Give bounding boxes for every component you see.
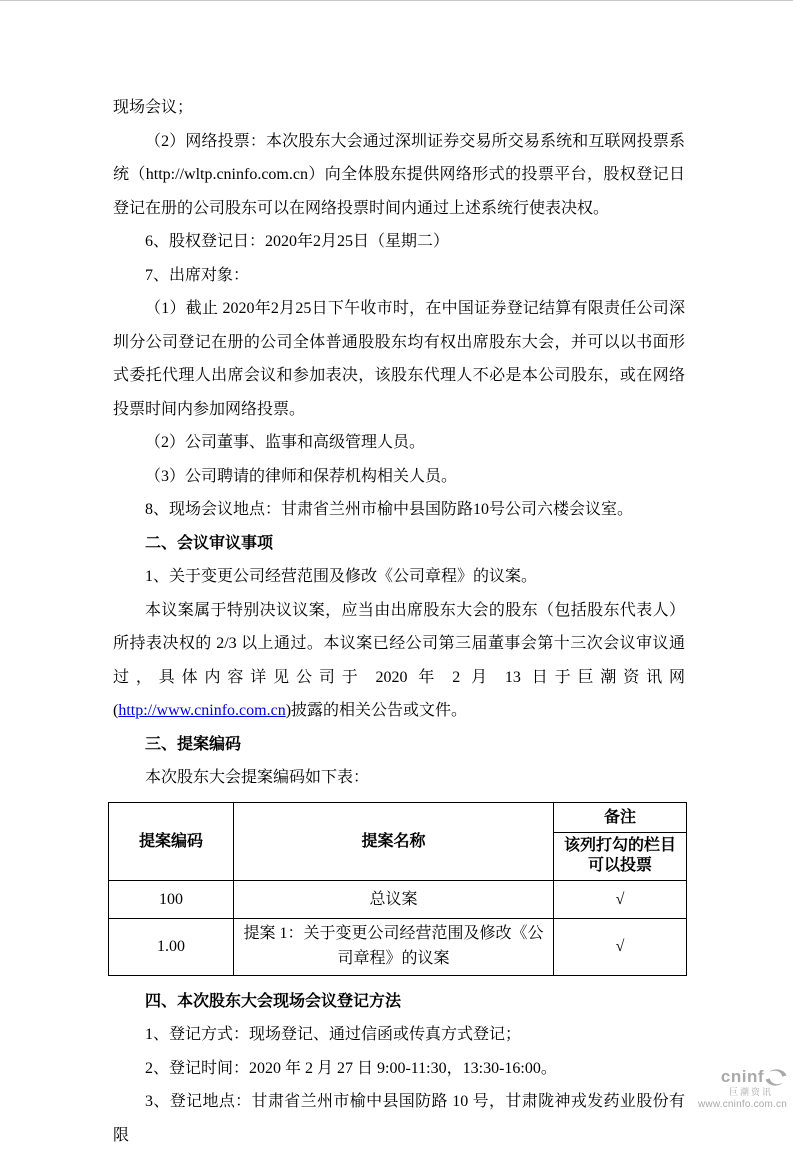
- paragraph-table-intro: 本次股东大会提案编码如下表：: [145, 769, 370, 786]
- paragraph-special-resolution: [113, 594, 685, 728]
- cninfo-brand-row: [698, 1068, 787, 1087]
- header-proposal-name: 提案名称: [234, 802, 554, 881]
- cninfo-site-url: www.cninfo.com.cn: [698, 1099, 787, 1110]
- proposal-code-table: [108, 802, 687, 976]
- checkmark-cell: √: [554, 919, 687, 976]
- cell-name-general: 总议案: [234, 881, 554, 919]
- header-remark: 备注: [554, 802, 687, 832]
- table-header-row-1: [109, 802, 687, 832]
- cell-code-100: 100: [109, 881, 234, 919]
- cninfo-swirl-icon: [765, 1068, 787, 1087]
- paragraph-attendees-lawyers: （3）公司聘请的律师和保荐机构相关人员。: [145, 467, 458, 485]
- paragraph-registration-time: 2、登记时间：2020 年 2 月 27 日 9:00-11:30，13:30-16:00。: [145, 1059, 557, 1077]
- paragraph-attendees-title: 7、出席对象：: [145, 266, 250, 284]
- cninfo-chinese-name: 巨潮资讯: [728, 1087, 773, 1098]
- cell-code-1-00: 1.00: [109, 919, 234, 976]
- header-remark-sub: 该列打勾的栏目可以投票: [554, 832, 687, 881]
- section-heading-4-registration-method: 四、本次股东大会现场会议登记方法: [145, 992, 402, 1010]
- table-row: [109, 919, 687, 976]
- paragraph-onsite-meeting-tail: 现场会议；: [113, 99, 194, 116]
- special-resolution-text-post: )披露的相关公告或文件。: [285, 702, 468, 719]
- cell-name-proposal-1: 提案 1：关于变更公司经营范围及修改《公司章程》的议案: [234, 919, 554, 976]
- paragraph-attendees-shareholders: （1）截止 2020年2月25日下午收市时，在中国证券登记结算有限责任公司深圳分公司登记在册的公司全体普通股股东均有权出席股东大会，并可以以书面形式委托代理人出席会议和参加表决，该股东代理人不必是本公司股东，或在网络投票时间内参加网络投票。: [113, 300, 685, 418]
- paragraph-record-date: 6、股权登记日：2020年2月25日（星期二）: [145, 233, 450, 250]
- cninfo-hyperlink[interactable]: http://www.cninfo.com.cn: [118, 702, 286, 719]
- paragraph-registration-location: 3、登记地点：甘肃省兰州市榆中县国防路 10 号，甘肃陇神戎发药业股份有限: [113, 1093, 685, 1144]
- section-heading-3-proposal-codes: 三、提案编码: [145, 735, 242, 753]
- special-resolution-text-pre: 本议案属于特别决议议案，应当由出席股东大会的股东（包括股东代表人）所持表决权的 2/3 以上通过。本议案已经公司第三届董事会第十三次会议审议通过，具体内容详见公司于 2020 年 2 月 13 日于巨潮资讯网(: [113, 601, 685, 719]
- paragraph-proposal-1: 1、关于变更公司经营范围及修改《公司章程》的议案。: [145, 568, 538, 585]
- header-proposal-code: 提案编码: [109, 802, 234, 881]
- paragraph-network-voting: （2）网络投票：本次股东大会通过深圳证券交易所交易系统和互联网投票系统（http://wltp.cninfo.com.cn）向全体股东提供网络形式的投票平台，股权登记日登记在册的公司股东可以在网络投票时间内通过上述系统行使表决权。: [113, 132, 685, 217]
- paragraph-attendees-directors: （2）公司董事、监事和高级管理人员。: [145, 434, 426, 451]
- paragraph-registration-method: 1、登记方式：现场登记、通过信函或传真方式登记；: [145, 1026, 522, 1044]
- cninfo-watermark: [698, 1068, 787, 1110]
- paragraph-meeting-location: 8、现场会议地点：甘肃省兰州市榆中县国防路10号公司六楼会议室。: [145, 501, 634, 518]
- cninfo-brand-text: cninf: [720, 1067, 764, 1087]
- document-body: [113, 91, 685, 1152]
- table-row: [109, 881, 687, 919]
- checkmark-cell: √: [554, 881, 687, 919]
- section-heading-2-review-items: 二、会议审议事项: [145, 534, 274, 552]
